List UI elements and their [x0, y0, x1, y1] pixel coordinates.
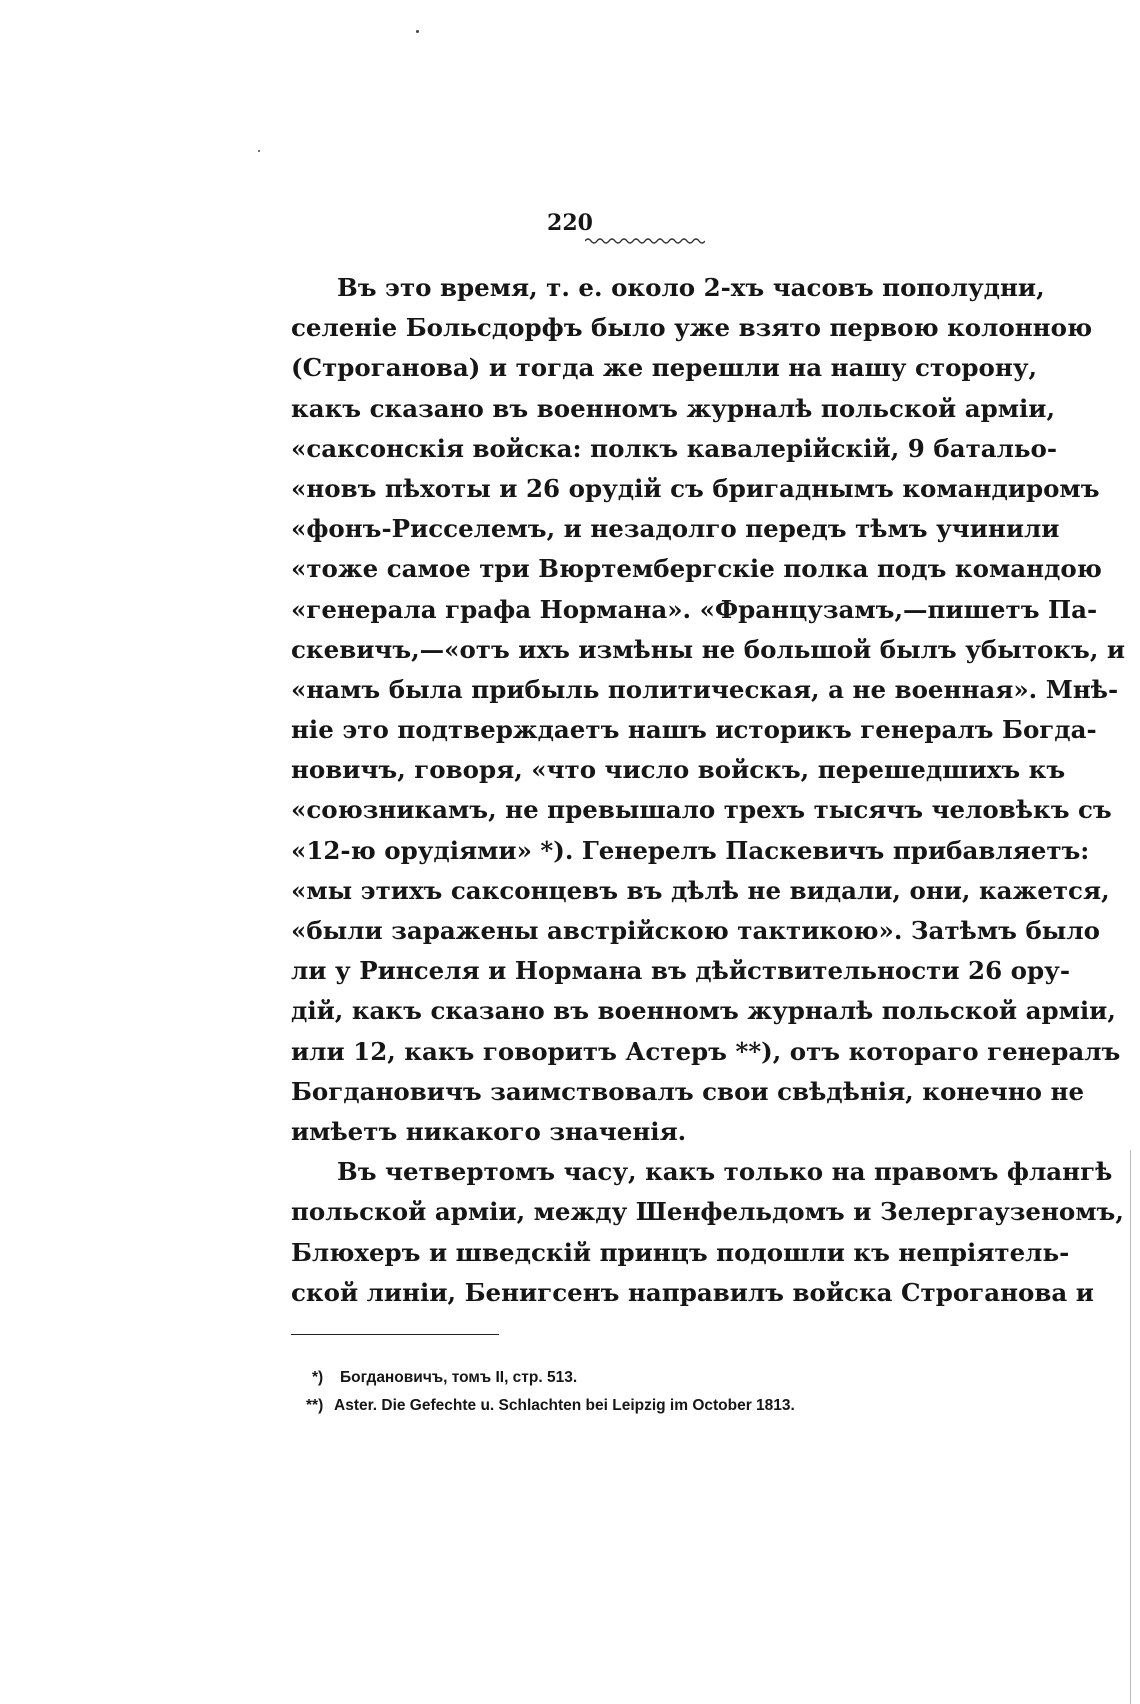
text-line: «были заражены австрійскою тактикою». Затѣмъ было: [291, 916, 1100, 945]
text-line: какъ сказано въ военномъ журналѣ польской арміи,: [291, 393, 1056, 423]
text-line: Въ четвертомъ часу, какъ только на правомъ флангѣ: [337, 1157, 1113, 1187]
text-line: Блюхеръ и шведскій принцъ подошли къ непріятель-: [291, 1237, 1070, 1267]
body-text: [291, 268, 1126, 1313]
paragraph: [291, 1152, 1124, 1313]
scan-speck: [416, 30, 419, 33]
text-line: или 12, какъ говоритъ Астеръ **), отъ котораго генералъ: [291, 1036, 1121, 1066]
paragraph: [291, 268, 1126, 1152]
footnote: [312, 1364, 1012, 1392]
text-line: селеніе Больсдорфъ было уже взято первою колонною: [291, 313, 1093, 343]
text-line: ли у Ринселя и Нормана въ дѣйствительности 26 ору-: [291, 956, 1070, 986]
footnote-text: Богдановичъ, томъ II, стр. 513.: [340, 1369, 578, 1386]
scan-speck: [258, 150, 260, 152]
text-line: «тоже самое три Вюртембергскіе полка подъ командою: [291, 554, 1102, 584]
footnotes: [306, 1364, 1012, 1420]
text-line: польской арміи, между Шенфельдомъ и Зелергаузеномъ,: [291, 1197, 1124, 1227]
text-line: ніе это подтверждаетъ нашъ историкъ генералъ Богда-: [291, 715, 1097, 745]
text-line: дій, какъ сказано въ военномъ журналѣ польской арміи,: [291, 996, 1116, 1026]
footnote: [306, 1392, 1012, 1420]
text-line: ской линіи, Бенигсенъ направилъ войска Строганова и: [291, 1277, 1094, 1307]
scan-edge-line: [1130, 1150, 1131, 1704]
footnote-text: Aster. Die Gefechte u. Schlachten bei Leipzig im October 1813.: [334, 1397, 795, 1414]
text-line: «мы этихъ саксонцевъ въ дѣлѣ не видали, они, кажется,: [291, 875, 1110, 905]
text-line: Въ это время, т. е. около 2-хъ часовъ пополудни,: [337, 273, 1045, 302]
text-line: новичъ, говоря, «что число войскъ, перешедшихъ къ: [291, 755, 1066, 785]
page-number: 220: [547, 210, 593, 236]
text-line: «намъ была прибыль политическая, а не военная». Мнѣ-: [291, 674, 1119, 704]
text-line: имѣетъ никакого значенія.: [291, 1116, 687, 1146]
text-line: Богдановичъ заимствовалъ свои свѣдѣнія, конечно не: [291, 1076, 1085, 1106]
footnote-mark: **): [306, 1397, 324, 1414]
text-line: «новъ пѣхоты и 26 орудій съ бригаднымъ командиромъ: [291, 473, 1100, 503]
text-line: скевичъ,—«отъ ихъ измѣны не большой былъ убытокъ, и: [291, 634, 1126, 664]
footnote-mark: *): [312, 1369, 324, 1386]
text-line: (Строганова) и тогда же перешли на нашу сторону,: [291, 353, 1038, 383]
text-line: «фонъ-Рисселемъ, и незадолго передъ тѣмъ учинили: [291, 514, 1060, 544]
text-line: «генерала графа Нормана». «Французамъ,—пишетъ Па-: [291, 594, 1098, 624]
footnote-separator: [291, 1334, 499, 1335]
wavy-ornament: [585, 236, 705, 246]
text-line: «саксонскія войска: полкъ кавалерійскій, 9 батальо-: [291, 433, 1058, 463]
text-line: «союзникамъ, не превышало трехъ тысячъ человѣкъ съ: [291, 795, 1112, 825]
text-line: «12-ю орудіями» *). Генерелъ Паскевичъ прибавляетъ:: [291, 835, 1090, 865]
